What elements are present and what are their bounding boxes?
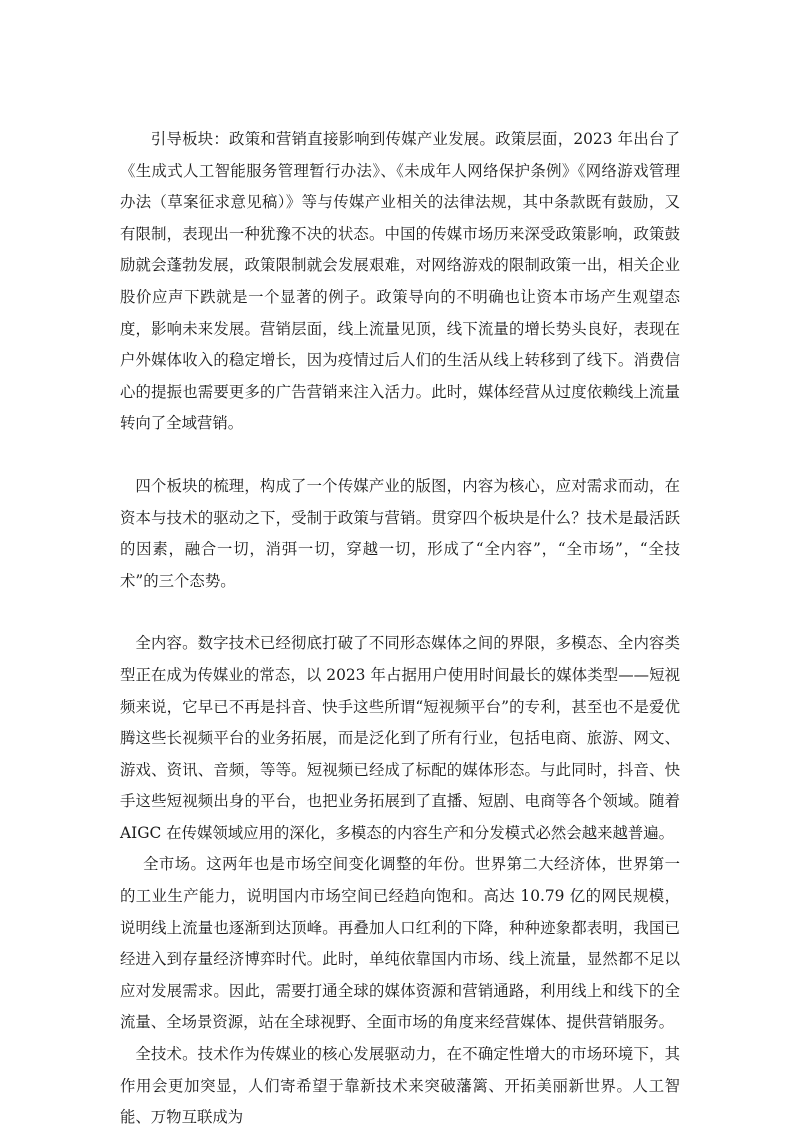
paragraph-text: 四个板块的梳理，构成了一个传媒产业的版图，内容为核心，应对需求而动，在资本与技术的驱动之下，受制于政策与营销。贯穿四个板块是什么？技术是最活跃的因素，融合一切，消弭一切，穿越一切，形成了“全内容”，“全市场”，“全技术”的三个态势。: [120, 476, 680, 590]
paragraph-guide-section: [120, 124, 680, 440]
paragraph-text: 全市场。这两年也是市场空间变化调整的年份。世界第二大经济体，世界第一的工业生产能力，说明国内市场空间已经趋向饱和。高达 10.79 亿的网民规模，说明线上流量也逐渐到达顶峰。再叠加人口红利的下降，种种迹象都表明，我国已经进入到存量经济博弈时代。此时，单纯依靠国内市场、线上流量，显然都不足以应对发展需求。因此，需要打通全球的媒体资源和营销通路，利用线上和线下的全流量、全场景资源，站在全球视野、全面市场的角度来经营媒体、提供营销服务。: [120, 855, 680, 1032]
lead-term: 引导板块: [150, 130, 214, 148]
paragraph-four-sections: [120, 471, 680, 597]
paragraph-text: ：政策和营销直接影响到传媒产业发展。政策层面，2023 年出台了《生成式人工智能服务管理暂行办法》、《未成年人网络保护条例》《网络游戏管理办法（草案征求意见稿）》等与传媒产业相关的法律法规，其中条款既有鼓励，又有限制，表现出一种犹豫不决的状态。中国的传媒市场历来深受政策影响，政策鼓励就会蓬勃发展，政策限制就会发展艰难，对网络游戏的限制政策一出，相关企业股价应声下跌就是一个显著的例子。政策导向的不明确也让资本市场产生观望态度，影响未来发展。营销层面，线上流量见顶，线下流量的增长势头良好，表现在户外媒体收入的稳定增长，因为疫情过后人们的生活从线上转移到了线下。消费信心的提振也需要更多的广告营销来注入活力。此时，媒体经营从过度依赖线上流量转向了全域营销。: [120, 130, 680, 433]
paragraph-full-market: [120, 849, 680, 1039]
paragraph-text: 全内容。数字技术已经彻底打破了不同形态媒体之间的界限，多模态、全内容类型正在成为传媒业的常态，以 2023 年占据用户使用时间最长的媒体类型——短视频来说，它早已不再是抖音、快手这些所谓“短视频平台”的专利，甚至也不是爱优腾这些长视频平台的业务拓展，而是泛化到了所有行业，包括电商、旅游、网文、游戏、资讯、音频，等等。短视频已经成了标配的媒体形态。与此同时，抖音、快手这些短视频出身的平台，也把业务拓展到了直播、短剧、电商等各个领域。随着 AIGC 在传媒领域应用的深化，多模态的内容生产和分发模式必然会越来越普遍。: [120, 634, 680, 842]
paragraph-full-technology: [120, 1039, 680, 1134]
paragraph-full-content: [120, 628, 680, 849]
document-body: [120, 124, 680, 1134]
paragraph-text: 全技术。技术作为传媒业的核心发展驱动力，在不确定性增大的市场环境下，其作用会更加突显，人们寄希望于靠新技术来突破藩篱、开拓美丽新世界。人工智能、万物互联成为: [120, 1045, 680, 1127]
